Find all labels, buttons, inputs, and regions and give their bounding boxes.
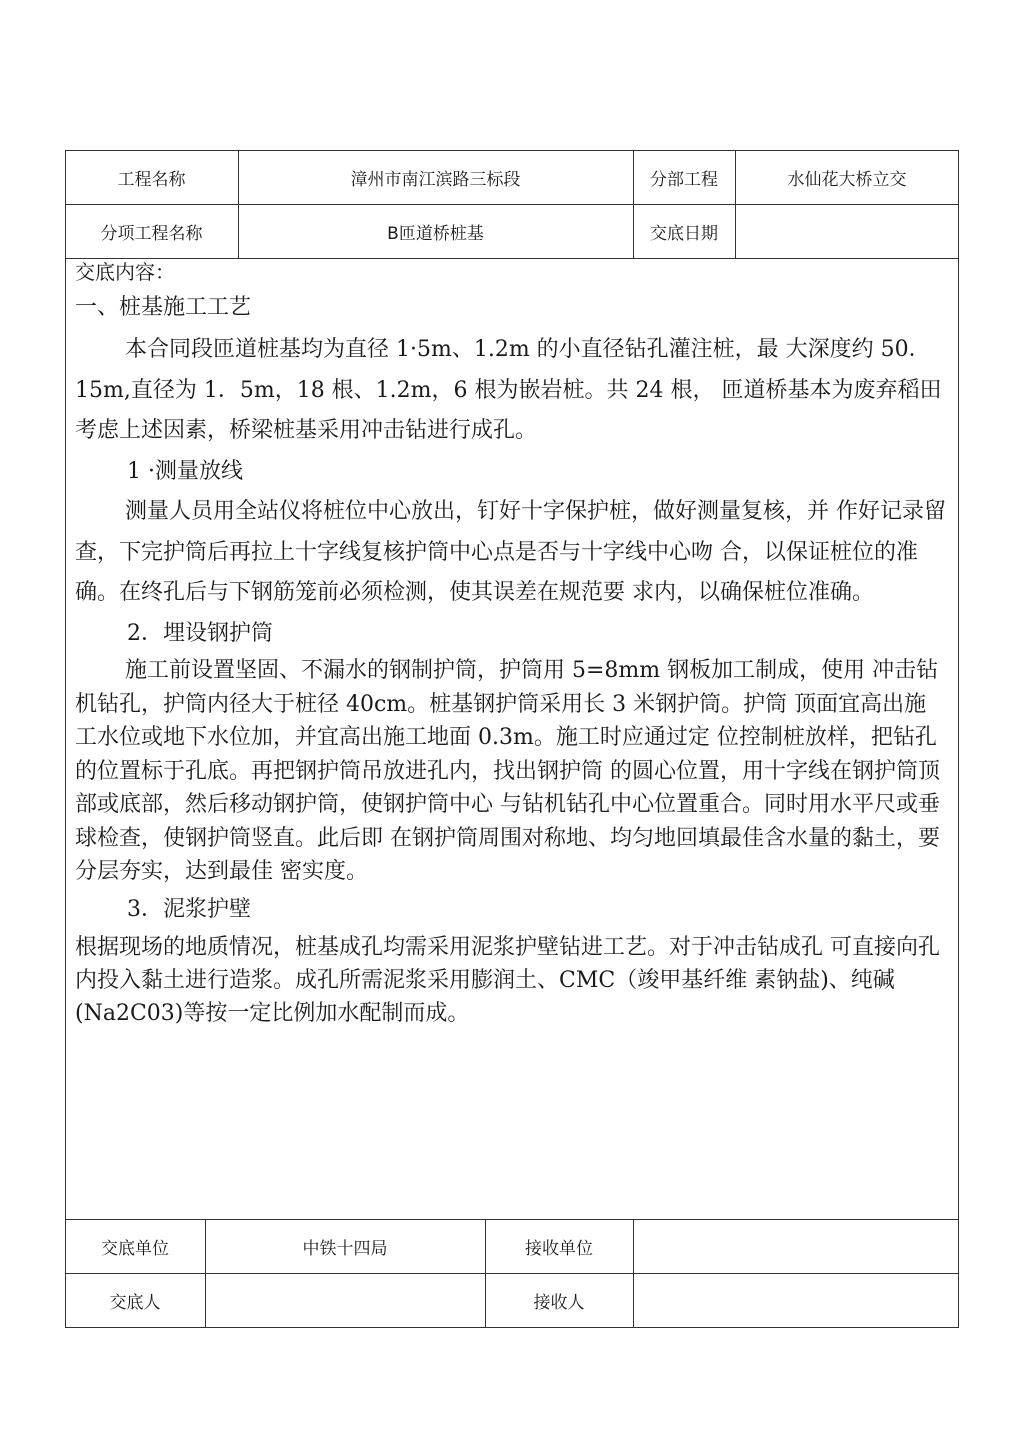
issuer-unit-label: 交底单位 [101,1238,169,1259]
content-heading: 交底内容： [75,260,175,284]
division-label: 分部工程 [650,169,718,190]
subsection-2-title: 2．埋设钢护筒 [127,620,273,646]
subsection-3-title: 3．泥浆护壁 [127,896,251,922]
receiver-person-value [633,1273,959,1328]
disclosure-content [75,258,947,1030]
issuer-person-label: 交底人 [109,1293,161,1313]
project-name-label: 工程名称 [117,169,186,190]
receiver-unit-label: 接收单位 [525,1238,593,1259]
paragraph-1: 本合同段匝道桩基均为直径 1·5m、1.2m 的小直径钻孔灌注桩，最 大深度约 50．15m,直径为 1．5m，18 根、1.2m，6 根为嵌岩桩。共 24 根， 匝道桥基本为废弃稻田考虑上述因素，桥梁桩基采用冲击钻进行成孔。 [75,337,942,443]
date-value [735,204,959,258]
project-name-value: 漳州市南江滨路三标段 [350,169,521,190]
paragraph-3: 施工前设置坚固、不漏水的钢制护筒，护筒用 5=8mm 钢板加工制成，使用 冲击钻机钻孔，护筒内径大于桩径 40cm。桩基钢护筒采用长 3 米钢护筒。护筒 顶面宜高出施工水位或地下水位加，并宜高出施工地面 0.3m。施工时应通过定 位控制桩放样，把钻孔的位置标于孔底。再把钢护筒吊放进孔内，找出钢护筒 的圆心位置，用十字线在钢护筒顶部或底部，然后移动钢护筒，使钢护筒中心 与钻机钻孔中心位置重合。同时用水平尺或垂球检查，使钢护筒竖直。此后即 在钢护筒周围对称地、均匀地回填最佳含水量的黏土，要分层夯实，达到最佳 密实度。 [75,658,940,884]
paragraph-4: 根据现场的地质情况，桩基成孔均需采用泥浆护壁钻进工艺。对于冲击钻成孔 可直接向孔内投入黏土进行造浆。成孔所需泥浆采用膨润土、CMC（竣甲基纤维 素钠盐)、纯碱(Na2C03)等按一定比例加水配制而成。 [75,934,940,1026]
subsection-1-title: 1 ·测量放线 [127,458,243,484]
date-label: 交底日期 [650,223,718,244]
section-1-title: 一、桩基施工工艺 [75,295,252,320]
division-value: 水仙花大桥立交 [787,169,907,190]
subitem-value: B匝道桥桩基 [387,223,484,244]
issuer-person-value [205,1273,485,1328]
receiver-unit-value [633,1219,959,1273]
receiver-person-label: 接收人 [533,1293,585,1313]
paragraph-2: 测量人员用全站仪将桩位中心放出，钉好十字保护桩，做好测量复核，并 作好记录留查，下完护筒后再拉上十字线复核护筒中心点是否与十字线中心吻 合，以保证桩位的准确。在终孔后与下钢筋笼前必须检测，使其误差在规范要 求内，以确保桩位准确。 [75,499,946,605]
subitem-label: 分项工程名称 [100,223,203,244]
issuer-unit-value: 中铁十四局 [302,1238,388,1259]
